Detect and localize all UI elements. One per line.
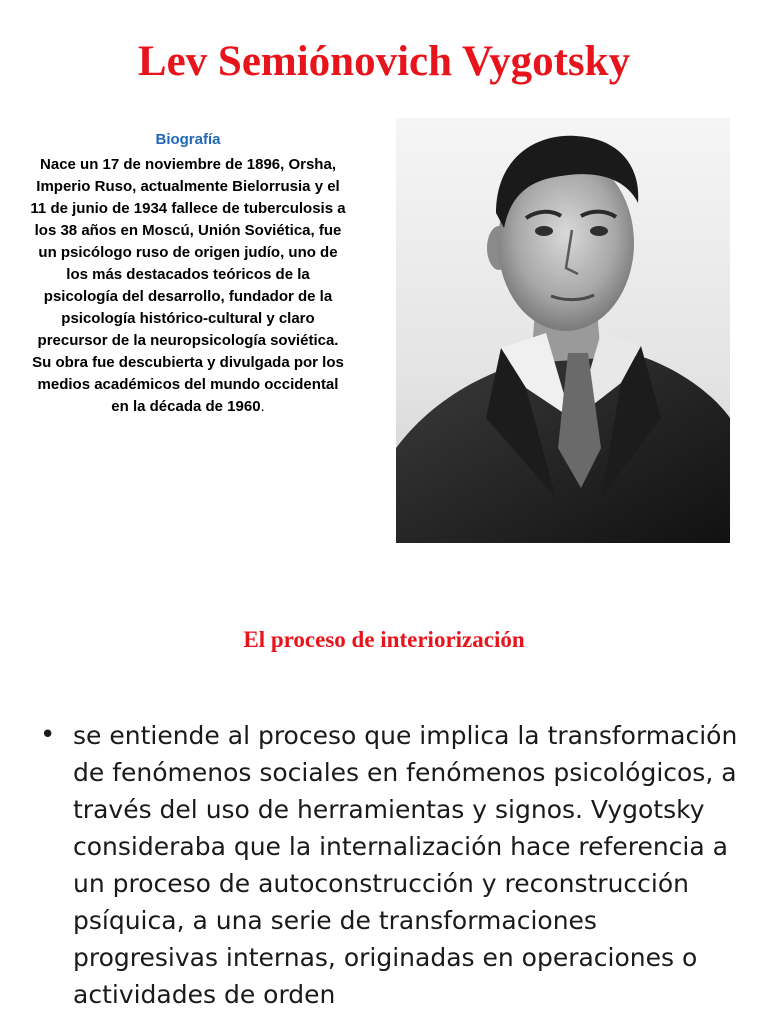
biography-heading: Biografía (155, 131, 221, 148)
bullet-list (40, 717, 740, 1013)
biography-trailing-period: . (260, 398, 265, 415)
portrait-photo (396, 118, 730, 543)
bullet-item (40, 717, 740, 1013)
bullet-text: se entiende al proceso que implica la transformación de fenómenos sociales en fenómenos psicológicos, a través del uso de herramientas y signos. Vygotsky consideraba que la internalización hace referencia a un proceso de autoconstrucción y reconstrucción psíquica, a una serie de transformaciones progresivas internas, originadas en operaciones o actividades de orden (73, 721, 738, 1009)
section-heading: El proceso de interiorización (243, 627, 525, 652)
biography-text (30, 154, 346, 418)
bullet-dot-icon: • (40, 720, 56, 750)
page-title: Lev Semiónovich Vygotsky (137, 38, 631, 85)
biography-body: Nace un 17 de noviembre de 1896, Orsha, Imperio Ruso, actualmente Bielorrusia y el 11 de junio de 1934 fallece de tuberculosis a los 38 años en Moscú, Unión Soviética, fue un psicólogo ruso de origen judío, uno de los más destacados teóricos de la psicología del desarrollo, fundador de la psicología histórico-cultural y claro precursor de la neuropsicología soviética. Su obra fue descubierta y divulgada por los medios académicos del mundo occidental en la década de 1960 (30, 156, 346, 415)
